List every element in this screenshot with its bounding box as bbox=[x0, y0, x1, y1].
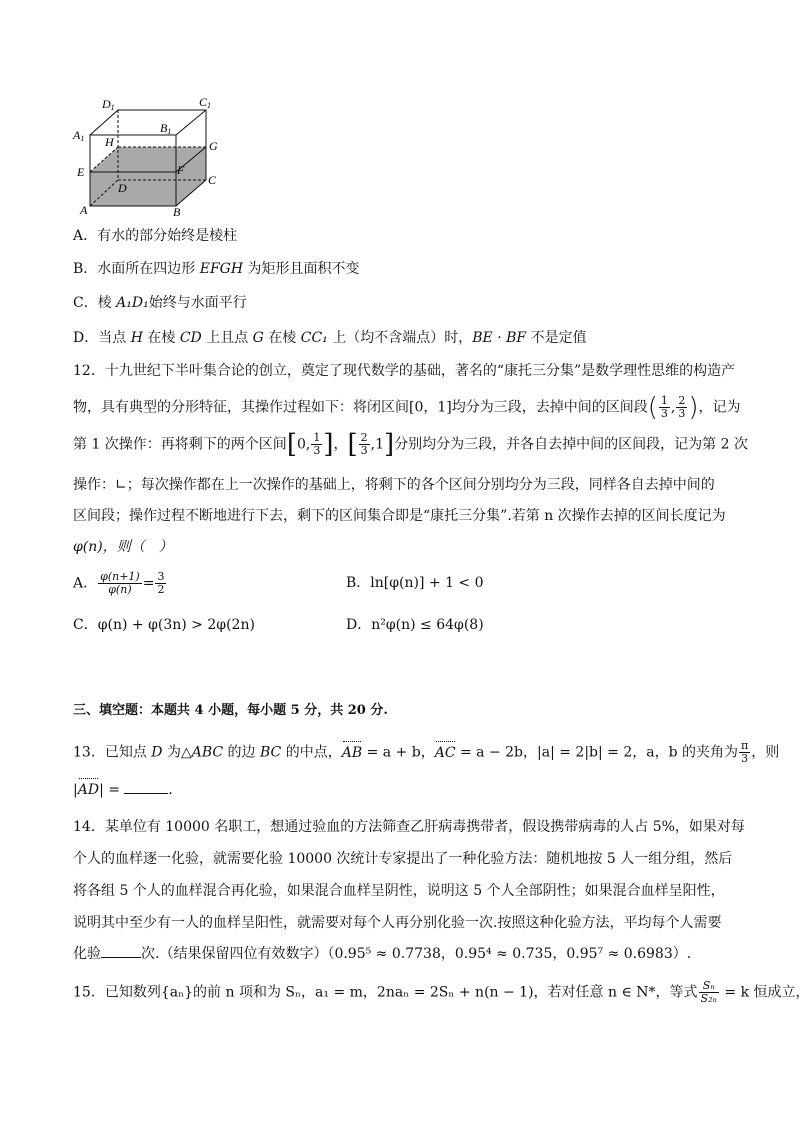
label-g: G bbox=[209, 139, 218, 153]
q12-line-2: 物，具有典型的分形特征，其操作过程如下：将闭区间[0，1]均分为三段，去掉中间的区间段( $\frac{1}{3}$ , $\frac{2}{3}$ )，记为 bbox=[73, 392, 741, 423]
label-a: A bbox=[80, 203, 88, 217]
label-a1: A1 bbox=[73, 128, 85, 143]
q11-option-b: B．水面所在四边形 EFGH 为矩形且面积不变 bbox=[73, 261, 360, 277]
label-d: D bbox=[118, 181, 127, 195]
label-d1: D1 bbox=[102, 97, 115, 112]
q12-option-b: B．ln[φ(n)] + 1 < 0 bbox=[346, 575, 484, 591]
q12-line-4: 操作：∟；每次操作都在上一次操作的基础上，将剩下的各个区间分别均分为三段，同样各自去掉中间的 bbox=[73, 477, 715, 493]
q12-line-6: φ(n)，则（ ） bbox=[73, 539, 173, 555]
label-b1: B1 bbox=[160, 121, 172, 136]
q11-option-d: D．当点 H 在棱 CD 上且点 G 在棱 CC₁ 上（均不含端点）时，BE · BF 不是定值 bbox=[73, 330, 587, 346]
q12-line-1: 12．十九世纪下半叶集合论的创立，奠定了现代数学的基础，著名的“康托三分集”是数学理性思维的构造产 bbox=[73, 363, 736, 379]
q13-line-2: |AD| = . bbox=[73, 779, 173, 800]
q12-option-d: D．n²φ(n) ≤ 64φ(8) bbox=[346, 617, 484, 633]
section-3-heading: 三、填空题：本题共 4 小题，每小题 5 分，共 20 分. bbox=[73, 703, 388, 718]
q11-option-c: C．棱 A₁D₁始终与水面平行 bbox=[73, 295, 247, 311]
q14-line-2: 个人的血样逐一化验，就需要化验 10000 次统计专家提出了一种化验方法：随机地按 5 人一组分组，然后 bbox=[73, 851, 733, 867]
q14-line-3: 将各组 5 个人的血样混合再化验，如果混合血样呈阴性，说明这 5 个人全部阴性；如果混合血样呈阳性， bbox=[73, 883, 725, 899]
label-e: E bbox=[77, 165, 85, 179]
q12-line-3: 第 1 次操作：再将剩下的两个区间[0, $\frac{1}{3}$ ]，[ $\frac{2}{3}$ ,1]分别均分为三段，并各自去掉中间的区间段，记为第 2 次 bbox=[73, 429, 748, 460]
label-b: B bbox=[173, 205, 181, 219]
water-front-face bbox=[90, 172, 176, 206]
top-right-edge bbox=[176, 110, 206, 135]
q14-line-5: 化验 次.（结果保留四位有效数字）（0.95⁵ ≈ 0.7738，0.95⁴ ≈ 0.735，0.95⁷ ≈ 0.6983）. bbox=[73, 943, 691, 964]
q13-answer-blank[interactable] bbox=[124, 779, 168, 794]
q12-option-c: C．φ(n) + φ(3n) > 2φ(2n) bbox=[73, 617, 255, 633]
q15-line-1: 15．已知数列{aₙ}的前 n 项和为 Sₙ，a₁ = m，2naₙ = 2Sₙ + n(n − 1)，若对任意 n ∈ N*，等式 $\frac{\text{Sₙ}}{\text{S₂ₙ}}$ = k 恒成立， bbox=[73, 979, 810, 1005]
label-f: F bbox=[177, 163, 185, 177]
label-h: H bbox=[105, 135, 114, 149]
q12-line-5: 区间段；操作过程不断地进行下去，剩下的区间集合即是“康托三分集”.若第 n 次操作去掉的区间长度记为 bbox=[73, 508, 726, 524]
q14-line-4: 说明其中至少有一人的血样呈阳性，就需要对每个人再分别化验一次.按照这种化验方法，平均每个人需要 bbox=[73, 915, 722, 931]
q14-answer-blank[interactable] bbox=[101, 943, 141, 958]
label-c: C bbox=[208, 173, 217, 187]
label-c1: C1 bbox=[199, 95, 212, 110]
prism-figure bbox=[68, 92, 228, 222]
q12-option-a: A． $\frac{\varphi(n+1)}{\varphi(n)}$ = $\frac{3}{2}$ bbox=[73, 570, 165, 596]
q14-line-1: 14．某单位有 10000 名职工，想通过验血的方法筛查乙肝病毒携带者，假设携带病毒的人占 5%，如果对每 bbox=[73, 819, 745, 835]
q13-line-1: 13．已知点 D 为△ABC 的边 BC 的中点，AB = a + b，AC = a − 2b，|a| = 2|b| = 2，a，b 的夹角为 $\frac{\pi}{3}$ ，则 bbox=[73, 739, 780, 765]
q11-option-a: A．有水的部分始终是棱柱 bbox=[73, 228, 238, 244]
